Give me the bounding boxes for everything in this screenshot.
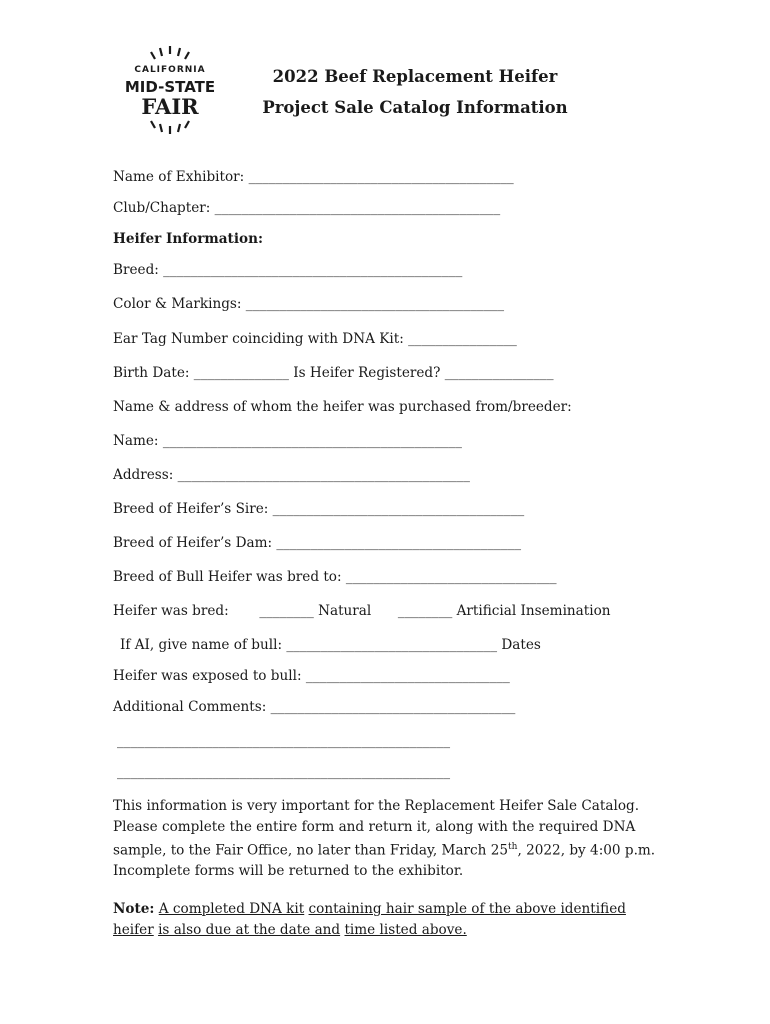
exhibitor-field[interactable]: Name of Exhibitor: _______________________________________ <box>113 169 514 185</box>
bred-natural-option[interactable]: ________ Natural <box>259 603 372 619</box>
title-line-2: Project Sale Catalog Information <box>262 98 568 117</box>
ai-bull-field[interactable]: If AI, give name of bull: _______________________________ Dates <box>120 637 541 653</box>
note-label: Note: <box>113 901 155 917</box>
bred-ai-option[interactable]: ________ Artificial Insemination <box>397 603 611 619</box>
logo-text-top: CALIFORNIA <box>134 65 206 75</box>
comments-line-3[interactable]: _________________________________________________ <box>117 764 451 780</box>
title-line-1: 2022 Beef Replacement Heifer <box>272 67 558 86</box>
comments-line-2[interactable]: _________________________________________________ <box>117 733 451 749</box>
logo-text-middle: MID-STATE <box>124 78 216 96</box>
ear-tag-field[interactable]: Ear Tag Number coinciding with DNA Kit: ________________ <box>113 331 517 347</box>
comments-field[interactable]: Additional Comments: ____________________________________ <box>113 699 516 715</box>
sire-field[interactable]: Breed of Heifer’s Sire: _____________________________________ <box>113 501 525 517</box>
breeder-name-field[interactable]: Name: ____________________________________________ <box>113 433 462 449</box>
club-field[interactable]: Club/Chapter: __________________________________________ <box>113 200 501 216</box>
bull-breed-field[interactable]: Breed of Bull Heifer was bred to: _______________________________ <box>113 569 557 585</box>
note-paragraph: Note: A completed DNA kit containing hair sample of the above identified heifer is also due at the date and time listed above. <box>113 901 626 938</box>
bred-method-row <box>113 603 611 619</box>
birth-date-field[interactable]: Birth Date: ______________ Is Heifer Registered? ________________ <box>113 365 554 381</box>
breeder-address-field[interactable]: Address: ___________________________________________ <box>113 467 470 483</box>
color-field[interactable]: Color & Markings: ______________________________________ <box>113 296 505 312</box>
mid-state-fair-logo <box>124 44 216 136</box>
purchased-from-label: Name & address of whom the heifer was purchased from/breeder: <box>113 399 572 415</box>
info-paragraph: This information is very important for the Replacement Heifer Sale Catalog. Please complete the entire form and return it, along with the required DNA sample, to the Fair Office, no later than Friday, March 25th, 2022, by 4:00 p.m. Incomplete forms will be returned to the exhibitor. <box>113 798 656 880</box>
heifer-info-heading: Heifer Information: <box>113 231 263 247</box>
breed-field[interactable]: Breed: ____________________________________________ <box>113 262 463 278</box>
exposed-dates-field[interactable]: Heifer was exposed to bull: ______________________________ <box>113 668 510 684</box>
bred-label: Heifer was bred: <box>113 603 229 619</box>
logo-text-bottom: FAIR <box>141 94 199 119</box>
dam-field[interactable]: Breed of Heifer’s Dam: ____________________________________ <box>113 535 522 551</box>
